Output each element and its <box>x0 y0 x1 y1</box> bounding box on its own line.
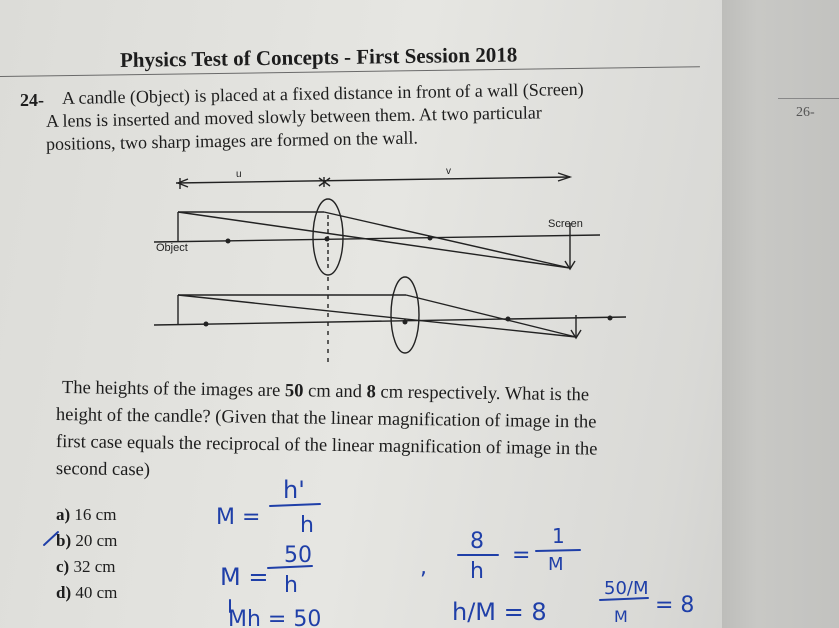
label-object: Object <box>156 242 188 254</box>
eq3-right-numerator: 1 <box>552 524 565 548</box>
eq5-denominator: M <box>614 607 628 626</box>
eq4: h/M = 8 <box>452 598 547 626</box>
eq1-denominator: h <box>300 513 314 538</box>
label-u: u <box>236 169 242 180</box>
heights-text-a: The heights of the images are <box>61 378 286 402</box>
option-a-letter: a) <box>56 505 71 524</box>
option-c-text: 32 cm <box>73 557 116 576</box>
question-line-3: positions, two sharp images are formed on the wall. <box>45 127 419 154</box>
eq3-right-denominator: M <box>548 554 564 575</box>
eq2-lhs: M = <box>220 563 269 591</box>
option-d-letter: d) <box>56 583 72 602</box>
label-v: v <box>446 166 451 177</box>
question-part2-line-4: second case) <box>55 459 151 481</box>
option-a-text: 16 cm <box>74 505 117 524</box>
question-line-1: A candle (Object) is placed at a fixed distance in front of a wall (Screen) <box>61 78 584 108</box>
option-d-text: 40 cm <box>75 583 118 602</box>
eq3-equals: = <box>512 543 531 568</box>
eq3-numerator: 8 <box>470 529 484 554</box>
heights-text-c: cm respectively. What is the <box>375 382 590 406</box>
eq2-denominator: h <box>284 573 298 598</box>
eq1-numerator: h' <box>283 476 305 504</box>
option-b-text: 20 cm <box>75 531 118 550</box>
option-b-pen-mark <box>44 532 58 545</box>
eq2-result: Mh = 50 <box>228 607 322 628</box>
question-number: 24- <box>20 90 44 110</box>
eq5-numerator: 50/M <box>604 578 649 599</box>
image-height-2: 8 <box>366 382 377 403</box>
eq3-denominator: h <box>470 559 484 584</box>
option-c-letter: c) <box>56 557 70 576</box>
next-question-number: 26- <box>796 105 815 120</box>
label-screen: Screen <box>548 218 583 230</box>
image-height-1: 50 <box>284 381 304 402</box>
page-title: Physics Test of Concepts - First Session 2018 <box>119 42 518 72</box>
eq5-rhs: = 8 <box>655 593 695 618</box>
heights-text-b: cm and <box>303 381 367 403</box>
question-line-2: A lens is inserted and moved slowly between them. At two particular <box>45 102 542 131</box>
eq2-numerator: 50 <box>284 543 312 568</box>
eq3-right-fraction-bar <box>536 550 580 551</box>
eq1-fraction-bar <box>270 504 320 506</box>
handwritten-comma: , <box>420 555 427 580</box>
eq1-lhs: M = <box>216 505 261 530</box>
option-b-letter: b) <box>56 531 72 550</box>
question-part2-line-3: first case equals the reciprocal of the linear magnification of image in the <box>55 432 598 460</box>
question-part2-line-2: height of the candle? (Given that the linear magnification of image in the <box>55 405 597 433</box>
